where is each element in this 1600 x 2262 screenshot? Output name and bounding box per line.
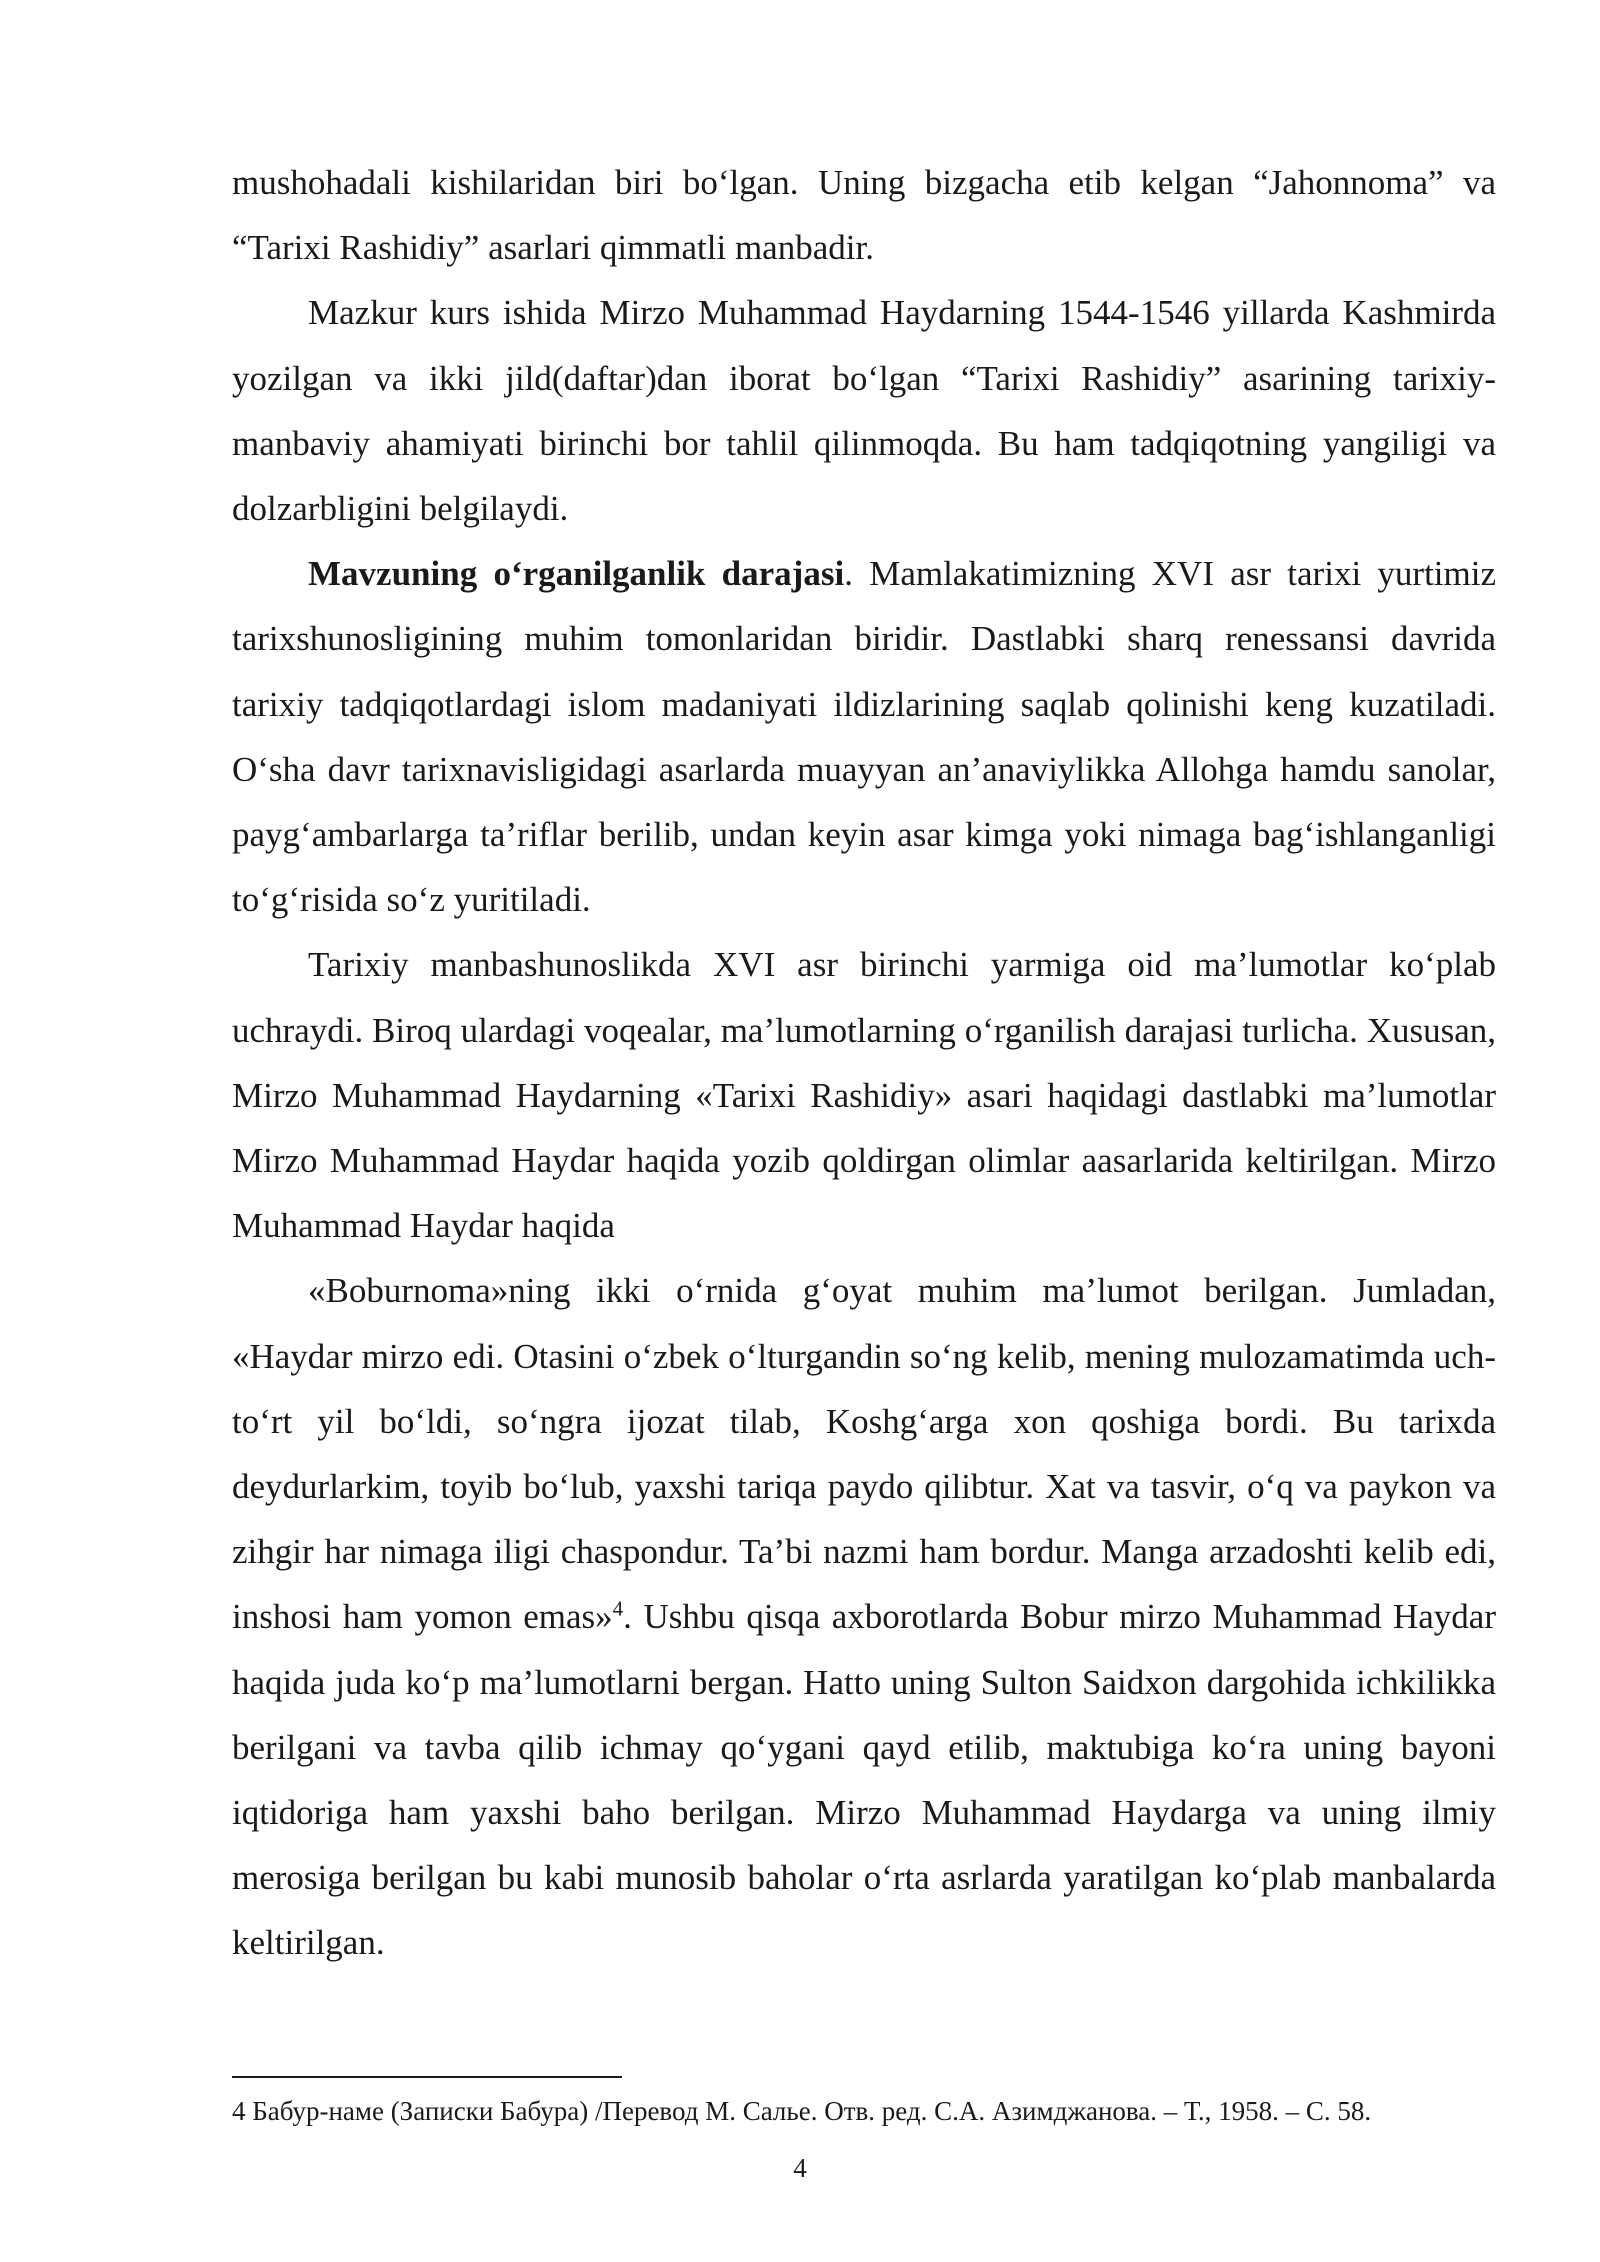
paragraph-boburnoma (232, 1258, 1496, 1975)
paragraph-continuation: mushohadali kishilaridan biri bo‘lgan. Uning bizgacha etib kelgan “Jahonnoma” va “Tarixi Rashidiy” asarlari qimmatli manbadir. (232, 163, 1496, 268)
paragraph-course-work: Mazkur kurs ishida Mirzo Muhammad Haydarning 1544-1546 yillarda Kashmirda yozilgan va ikki jild(daftar)dan iborat bo‘lgan “Tarixi Rashidiy” asarining tarixiy-manbaviy ahamiyati birinchi bor tahlil qilinmoqda. Bu ham tadqiqotning yangiligi va dolzarbligini belgilaydi. (232, 293, 1496, 529)
footnote: 4 Бабур-наме (Записки Бабура) /Перевод М. Салье. Отв. ред. С.А. Азимджанова. – Т., 1958. – С. 58. (232, 2096, 1372, 2126)
paragraph-source-studies: Tarixiy manbashunoslikda XVI asr birinchi yarmiga oid ma’lumotlar ko‘plab uchraydi. Biroq ulardagi voqealar, ma’lumotlarning o‘rganilish darajasi turlicha. Xususan, Mirzo Muhammad Haydarning «Tarixi Rashidiy» asari haqidagi dastlabki ma’lumotlar Mirzo Muhammad Haydar haqida yozib qoldirgan olimlar aasarlarida keltirilgan. Mirzo Muhammad Haydar haqida (232, 945, 1496, 1246)
page-body (232, 150, 1496, 1976)
section-heading: Mavzuning o‘rganilganlik darajasi (308, 554, 845, 594)
section-heading-text: . Mamlakatimizning XVI asr tarixi yurtimiz tarixshunosligining muhim tomonlaridan biridir. Dastlabki sharq renessansi davrida tarixiy tadqiqotlardagi islom madaniyati ildizlarining saqlab qolinishi keng kuzatiladi. O‘sha davr tarixnavisligidagi asarlarda muayyan an’anaviylikka Allohga hamdu sanolar, payg‘ambarlarga ta’riflar berilib, undan keyin asar kimga yoki nimaga bag‘ishlanganligi to‘g‘risida so‘z yuritiladi. (232, 554, 1497, 920)
boburnoma-quote: «Boburnoma»ning ikki o‘rnida g‘oyat muhim ma’lumot berilgan. Jumladan, «Haydar mirzo edi. Otasini o‘zbek o‘lturgandin so‘ng kelib, mening mulozamatimda uch-to‘rt yil bo‘ldi, so‘ngra ijozat tilab, Koshg‘arga xon qoshiga bordi. Bu tarixda deydurlarkim, toyib bo‘lub, yaxshi tariqa paydo qilibtur. Xat va tasvir, o‘q va paykon va zihgir har nimaga iligi chaspondur. Ta’bi nazmi ham bordur. Manga arzadoshti kelib edi, inshosi ham yomon emas» (232, 1271, 1496, 1637)
paragraph-study-level (232, 541, 1496, 932)
footnote-separator (232, 2076, 622, 2078)
footnote-reference[interactable]: 4 (612, 1596, 624, 1621)
page-number: 4 (793, 2153, 807, 2183)
boburnoma-commentary: . Ushbu qisqa axborotlarda Bobur mirzo Muhammad Haydar haqida juda ko‘p ma’lumotlarni bergan. Hatto uning Sulton Saidxon dargohida ichkilikka berilgani va tavba qilib ichmay qo‘ygani qayd etilib, maktubiga ko‘ra uning bayoni iqtidoriga ham yaxshi baho berilgan. Mirzo Muhammad Haydarga va uning ilmiy merosiga berilgan bu kabi munosib baholar o‘rta asrlarda yaratilgan ko‘plab manbalarda keltirilgan. (232, 1597, 1497, 1963)
